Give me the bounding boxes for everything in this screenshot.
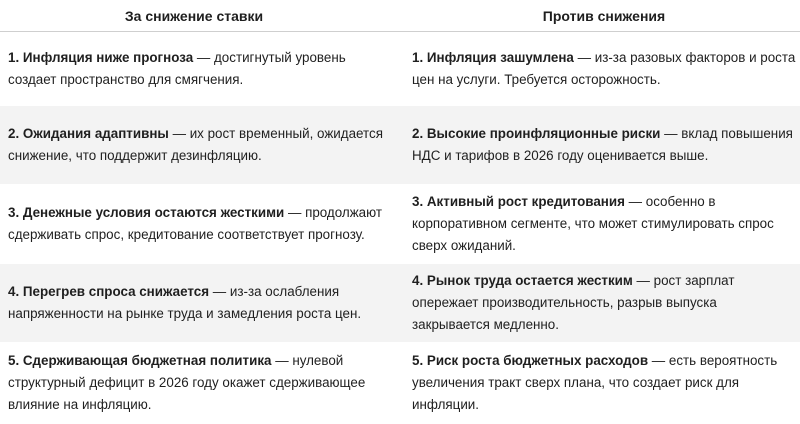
header-for-cut: За снижение ставки [0,0,400,32]
argument-text: — рост зарплат опережает производительность, разрыв выпуска закрывается медленно. [412,273,735,332]
argument-text: — особенно в корпоративном сегменте, что может стимулировать спрос сверх ожиданий. [412,194,774,253]
cell-for-4 [0,264,400,342]
argument-text: — из-за ослабления напряженности на рынке труда и замедления роста цен. [8,284,362,321]
cell-for-5 [0,342,400,424]
argument-title: 1. Инфляция зашумлена [412,50,574,65]
cell-for-2 [0,106,400,184]
cell-against-5 [400,342,800,424]
cell-for-3 [0,184,400,264]
argument-text: — нулевой структурный дефицит в 2026 году окажет сдерживающее влияние на инфляцию. [8,353,366,412]
argument-title: 5. Риск роста бюджетных расходов [412,353,649,368]
cell-against-3 [400,184,800,264]
argument-text: — достигнутый уровень создает пространство для смягчения. [8,50,346,87]
argument-text: — из-за разовых факторов и роста цен на услуги. Требуется осторожность. [412,50,796,87]
argument-title: 1. Инфляция ниже прогноза [8,50,194,65]
argument-title: 5. Сдерживающая бюджетная политика [8,353,272,368]
cell-against-1 [400,32,800,106]
argument-text: — вклад повышения НДС и тарифов в 2026 году оценивается выше. [412,126,793,163]
header-against-cut: Против снижения [400,0,800,32]
argument-text: — есть вероятность увеличения тракт сверх плана, что создает риск для инфляции. [412,353,778,412]
argument-title: 3. Денежные условия остаются жесткими [8,205,285,220]
cell-against-4 [400,264,800,342]
cell-for-1 [0,32,400,106]
argument-title: 2. Высокие проинфляционные риски [412,126,661,141]
argument-title: 4. Рынок труда остается жестким [412,273,633,288]
argument-text: — продолжают сдерживать спрос, кредитование соответствует прогнозу. [8,205,382,242]
argument-title: 3. Активный рост кредитования [412,194,625,209]
argument-text: — их рост временный, ожидается снижение, что поддержит дезинфляцию. [8,126,383,163]
argument-title: 2. Ожидания адаптивны [8,126,169,141]
argument-title: 4. Перегрев спроса снижается [8,284,210,299]
cell-against-2 [400,106,800,184]
